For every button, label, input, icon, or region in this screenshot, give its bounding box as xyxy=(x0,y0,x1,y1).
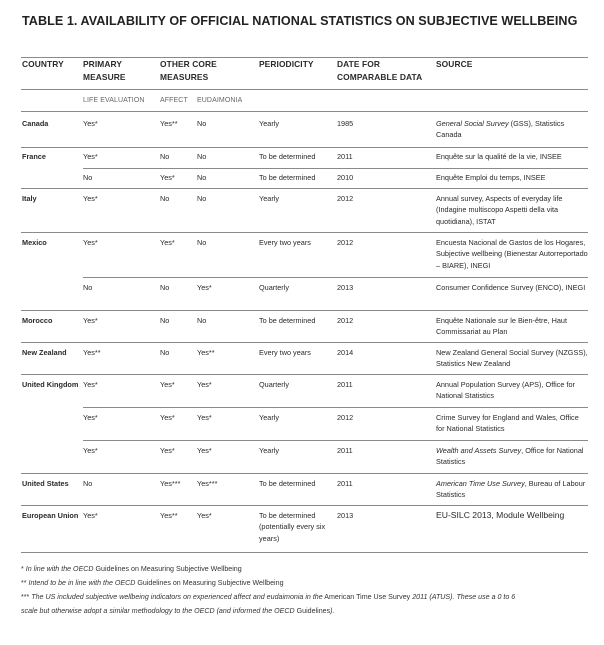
cell-eudaimonia: Yes** xyxy=(197,348,215,357)
cell-source xyxy=(436,172,588,183)
footnote-3 xyxy=(21,590,515,604)
cell-country: Mexico xyxy=(22,238,47,247)
cell-life-evaluation: Yes* xyxy=(83,119,98,128)
source-text: Consumer Confidence Survey (ENCO), INEGI xyxy=(436,283,586,292)
footnote-italic: The US included subjective wellbeing indicators on experienced affect and eudaimonia in the xyxy=(31,593,323,601)
cell-eudaimonia: Yes*** xyxy=(197,479,218,488)
cell-date: 2010 xyxy=(337,173,354,182)
cell-date: 2013 xyxy=(337,511,354,520)
cell-eudaimonia: No xyxy=(197,152,207,161)
subheader-affect: AFFECT xyxy=(160,97,188,104)
cell-date: 2011 xyxy=(337,380,353,389)
cell-date: 2012 xyxy=(337,316,354,325)
row-divider xyxy=(21,147,588,148)
cell-eudaimonia: No xyxy=(197,119,207,128)
row-sub-divider xyxy=(83,407,588,408)
cell-date: 2011 xyxy=(337,479,353,488)
cell-date: 2012 xyxy=(337,413,354,422)
cell-eudaimonia: Yes* xyxy=(197,413,212,422)
cell-date: 2011 xyxy=(337,152,353,161)
cell-periodicity: To be determined (potentially every six years) xyxy=(259,511,326,543)
cell-affect: Yes* xyxy=(160,238,175,247)
cell-source xyxy=(436,282,588,293)
cell-date: 2012 xyxy=(337,238,354,247)
header-primary-measure xyxy=(83,58,126,83)
source-title-italic: American Time Use Survey xyxy=(436,479,525,488)
row-sub-divider xyxy=(83,168,588,169)
footnote-text: Guidelines xyxy=(294,607,331,615)
source-title-italic: Wealth and Assets Survey xyxy=(436,446,522,455)
cell-affect: Yes* xyxy=(160,380,175,389)
cell-life-evaluation: Yes* xyxy=(83,413,98,422)
row-sub-divider xyxy=(83,440,588,441)
cell-date: 2011 xyxy=(337,446,353,455)
cell-date: 2012 xyxy=(337,194,354,203)
cell-eudaimonia: No xyxy=(197,194,207,203)
source-text: New Zealand General Social Survey (NZGSS), Statistics New Zealand xyxy=(436,348,588,369)
source-text: Crime Survey for England and Wales, Office for National Statistics xyxy=(436,413,579,434)
row-divider xyxy=(21,232,588,233)
cell-country: New Zealand xyxy=(22,348,67,357)
footnote-mark: * xyxy=(21,565,26,573)
header-other-core-measures xyxy=(160,58,217,83)
cell-source xyxy=(436,412,588,435)
cell-country: United States xyxy=(22,479,69,488)
cell-affect: No xyxy=(160,152,170,161)
subheader-life-evaluation: LIFE EVALUATION xyxy=(83,97,145,104)
header-date xyxy=(337,58,422,83)
header-date-line2: COMPARABLE DATA xyxy=(337,71,423,82)
cell-life-evaluation: Yes* xyxy=(83,380,98,389)
cell-eudaimonia: Yes* xyxy=(197,283,212,292)
cell-date: 1985 xyxy=(337,119,354,128)
subheader-eudaimonia: EUDAIMONIA xyxy=(197,97,243,104)
footnote-mark: ** xyxy=(21,579,29,587)
cell-periodicity: Every two years xyxy=(259,238,311,247)
cell-life-evaluation: No xyxy=(83,479,93,488)
cell-periodicity: To be determined xyxy=(259,316,316,325)
cell-country: Italy xyxy=(22,194,37,203)
cell-source xyxy=(436,237,588,271)
footnote-text: Guidelines on Measuring Subjective Wellbeing xyxy=(135,579,284,587)
cell-date: 2013 xyxy=(337,283,354,292)
cell-source xyxy=(436,445,588,468)
cell-country: United Kingdom xyxy=(22,380,79,389)
cell-affect: Yes* xyxy=(160,413,175,422)
cell-life-evaluation: Yes* xyxy=(83,194,98,203)
cell-affect: No xyxy=(160,348,170,357)
cell-affect: Yes*** xyxy=(160,479,181,488)
cell-eudaimonia: No xyxy=(197,316,207,325)
cell-life-evaluation: Yes* xyxy=(83,238,98,247)
cell-affect: Yes* xyxy=(160,446,175,455)
cell-periodicity: To be determined xyxy=(259,173,316,182)
source-title-italic: General Social Survey xyxy=(436,119,509,128)
footnote-italic: Intend to be in line with the OECD xyxy=(28,579,136,587)
row-divider xyxy=(21,310,588,311)
footnote-text: Guidelines on Measuring Subjective Wellbeing xyxy=(93,565,242,573)
source-text: , Office for National Statistics xyxy=(436,446,584,467)
row-divider xyxy=(21,188,588,189)
cell-periodicity: Yearly xyxy=(259,194,280,203)
cell-affect: Yes** xyxy=(160,511,178,520)
header-source: SOURCE xyxy=(436,59,473,69)
cell-affect: Yes* xyxy=(160,173,175,182)
header-country: COUNTRY xyxy=(22,59,64,69)
cell-eudaimonia: No xyxy=(197,238,207,247)
cell-life-evaluation: Yes* xyxy=(83,316,98,325)
cell-affect: No xyxy=(160,194,170,203)
cell-life-evaluation: No xyxy=(83,173,93,182)
source-text: , Bureau of Labour Statistics xyxy=(436,479,586,500)
cell-country: Canada xyxy=(22,119,49,128)
cell-life-evaluation: Yes* xyxy=(83,511,98,520)
row-divider xyxy=(21,374,588,375)
header-primary-line1: PRIMARY xyxy=(83,59,123,69)
cell-eudaimonia: Yes* xyxy=(197,380,212,389)
row-sub-divider xyxy=(83,277,588,278)
source-text: Enquête sur la qualité de la vie, INSEE xyxy=(436,152,562,161)
cell-periodicity: To be determined xyxy=(259,479,316,488)
footnote-text: American Time Use Survey xyxy=(322,593,413,601)
cell-source xyxy=(436,478,588,501)
cell-periodicity: Yearly xyxy=(259,446,280,455)
header-primary-line2: MEASURE xyxy=(83,71,126,82)
source-text: EU-SILC 2013, Module Wellbeing xyxy=(436,510,565,520)
source-text: Annual Population Survey (APS), Office for National Statistics xyxy=(436,380,575,401)
cell-affect: No xyxy=(160,283,170,292)
cell-source xyxy=(436,510,588,521)
cell-periodicity: To be determined xyxy=(259,152,316,161)
footnote-3-continued xyxy=(21,604,334,618)
footnote-1 xyxy=(21,562,242,576)
source-text: Enquête Nationale sur le Bien-être, Haut Commissariat au Plan xyxy=(436,316,568,337)
cell-life-evaluation: Yes* xyxy=(83,446,98,455)
footnote-mark: *** xyxy=(21,593,32,601)
cell-life-evaluation: No xyxy=(83,283,93,292)
cell-country: Morocco xyxy=(22,316,53,325)
footnote-italic-2: ). xyxy=(330,607,335,615)
cell-eudaimonia: Yes* xyxy=(197,511,212,520)
cell-periodicity: Quarterly xyxy=(259,283,290,292)
header-periodicity: PERIODICITY xyxy=(259,59,314,69)
row-divider xyxy=(21,552,588,553)
header-rule xyxy=(21,89,588,90)
source-text: Enquête Emploi du temps, INSEE xyxy=(436,173,546,182)
cell-periodicity: Yearly xyxy=(259,413,280,422)
cell-periodicity: Yearly xyxy=(259,119,280,128)
cell-life-evaluation: Yes* xyxy=(83,152,98,161)
row-divider xyxy=(21,342,588,343)
row-divider xyxy=(21,473,588,474)
cell-source xyxy=(436,118,588,141)
header-date-line1: DATE FOR xyxy=(337,59,380,69)
cell-country: European Union xyxy=(22,511,79,520)
cell-source xyxy=(436,151,588,162)
cell-life-evaluation: Yes** xyxy=(83,348,101,357)
header-other-line2: MEASURES xyxy=(160,71,209,82)
cell-eudaimonia: Yes* xyxy=(197,446,212,455)
footnote-italic-2: 2011 (ATUS). These use a 0 to 6 xyxy=(412,593,516,601)
cell-source xyxy=(436,347,588,370)
header-other-line1: OTHER CORE xyxy=(160,59,217,69)
footnote-italic: scale but otherwise adopt a similar methodology to the OECD (and informed the OECD xyxy=(21,607,295,615)
row-divider xyxy=(21,505,588,506)
cell-date: 2014 xyxy=(337,348,354,357)
cell-periodicity: Every two years xyxy=(259,348,311,357)
source-text: Annual survey, Aspects of everyday life (Indagine multiscopo Aspetti della vita quotidiana), ISTAT xyxy=(436,194,563,226)
subheader-rule xyxy=(21,111,588,112)
source-text: (GSS), Statistics Canada xyxy=(436,119,565,140)
cell-country: France xyxy=(22,152,46,161)
cell-source xyxy=(436,379,588,402)
table-title: TABLE 1. AVAILABILITY OF OFFICIAL NATIONAL STATISTICS ON SUBJECTIVE WELLBEING xyxy=(22,14,578,28)
footnote-2 xyxy=(21,576,284,590)
source-text: Encuesta Nacional de Gastos de los Hogares, Subjective wellbeing (Bienestar Autorreportado – BIARE), INEGI xyxy=(436,238,588,270)
cell-eudaimonia: No xyxy=(197,173,207,182)
footnote-italic: In line with the OECD xyxy=(25,565,94,573)
cell-periodicity: Quarterly xyxy=(259,380,290,389)
cell-source xyxy=(436,193,588,227)
cell-affect: Yes** xyxy=(160,119,178,128)
cell-affect: No xyxy=(160,316,170,325)
cell-source xyxy=(436,315,588,338)
